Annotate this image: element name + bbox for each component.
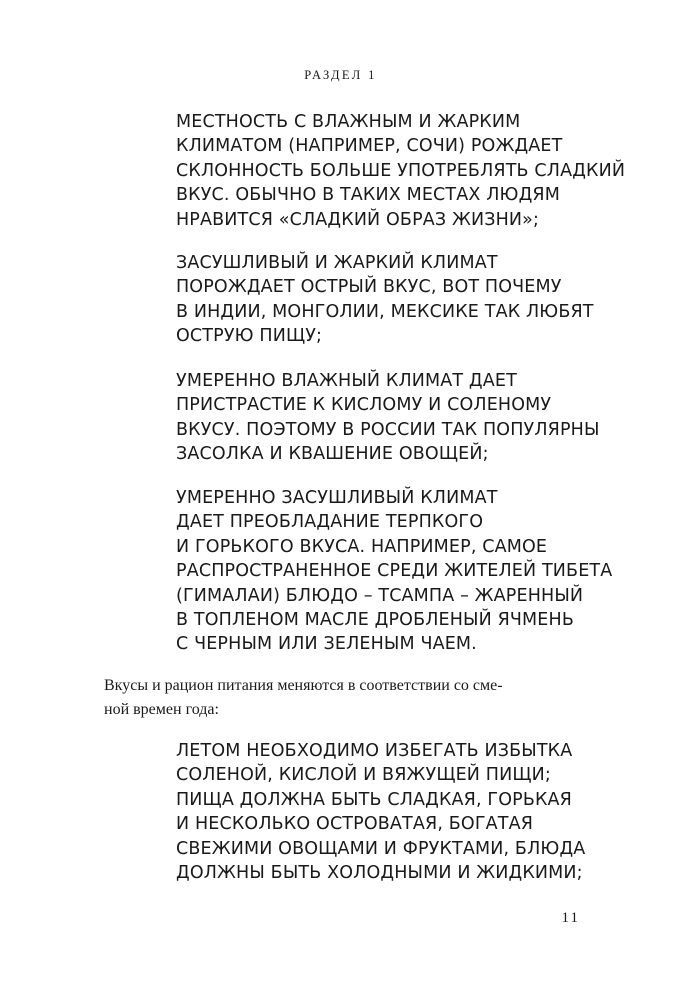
- paragraph-line: ОСТРУЮ ПИЩУ;: [176, 326, 323, 347]
- running-head: РАЗДЕЛ 1: [304, 68, 377, 82]
- paragraph-line: УМЕРЕННО ВЛАЖНЫЙ КЛИМАТ ДАЕТ: [176, 371, 517, 391]
- paragraph-line: СКЛОННОСТЬ БОЛЬШЕ УПОТРЕБЛЯТЬ СЛАДКИЙ: [176, 160, 626, 181]
- paragraph-line: КЛИМАТОМ (НАПРИМЕР, СОЧИ) РОЖДАЕТ: [176, 136, 563, 157]
- paragraph-line: ДОЛЖНЫ БЫТЬ ХОЛОДНЫМИ И ЖИДКИМИ;: [176, 863, 583, 884]
- paragraph-line: ПРИСТРАСТИЕ К КИСЛОМУ И СОЛЕНОМУ: [176, 395, 552, 416]
- page-number: 11: [561, 910, 580, 926]
- paragraph-line: (ГИМАЛАИ) БЛЮДО – ТСАМПА – ЖАРЕННЫЙ: [176, 585, 584, 606]
- paragraph-line: ВКУС. ОБЫЧНО В ТАКИХ МЕСТАХ ЛЮДЯМ: [176, 185, 560, 206]
- paragraph-line: СОЛЕНОЙ, КИСЛОЙ И ВЯЖУЩЕЙ ПИЩИ;: [176, 765, 551, 786]
- paragraph-line: ПОРОЖДАЕТ ОСТРЫЙ ВКУС, ВОТ ПОЧЕМУ: [176, 277, 562, 298]
- paragraph-line: ВКУСУ. ПОЭТОМУ В РОССИИ ТАК ПОПУЛЯРНЫ: [176, 419, 600, 440]
- caps-paragraph-moderate-arid-climate: [176, 486, 646, 657]
- paragraph-line: ЗАСОЛКА И КВАШЕНИЕ ОВОЩЕЙ;: [176, 444, 489, 465]
- caps-paragraph-summer-diet: [176, 739, 646, 885]
- paragraph-line: МЕСТНОСТЬ С ВЛАЖНЫМ И ЖАРКИМ: [176, 112, 521, 132]
- paragraph-line: РАСПРОСТРАНЕННОЕ СРЕДИ ЖИТЕЛЕЙ ТИБЕТА: [176, 561, 613, 582]
- caps-paragraph-moderate-humid-climate: [176, 369, 646, 467]
- paragraph-line: НРАВИТСЯ «СЛАДКИЙ ОБРАЗ ЖИЗНИ»;: [176, 209, 540, 230]
- paragraph-line: УМЕРЕННО ЗАСУШЛИВЫЙ КЛИМАТ: [176, 488, 498, 508]
- paragraph-line: Вкусы и рацион питания меняются в соответствии со сме-: [104, 677, 503, 694]
- paragraph-line: В ТОПЛЕНОМ МАСЛЕ ДРОБЛЕНЫЙ ЯЧМЕНЬ: [176, 610, 574, 631]
- paragraph-line: СВЕЖИМИ ОВОЩАМИ И ФРУКТАМИ, БЛЮДА: [176, 838, 586, 859]
- paragraph-line: ДАЕТ ПРЕОБЛАДАНИЕ ТЕРПКОГО: [176, 512, 484, 533]
- paragraph-line: В ИНДИИ, МОНГОЛИИ, МЕКСИКЕ ТАК ЛЮБЯТ: [176, 301, 594, 322]
- caps-paragraph-humid-hot-climate: [176, 110, 646, 232]
- paragraph-line: С ЧЕРНЫМ ИЛИ ЗЕЛЕНЫМ ЧАЕМ.: [176, 634, 477, 655]
- paragraph-line: ной времен года:: [104, 700, 219, 718]
- body-paragraph: [104, 674, 584, 721]
- paragraph-line: И ГОРЬКОГО ВКУСА. НАПРИМЕР, САМОЕ: [176, 536, 548, 557]
- paragraph-line: ЗАСУШЛИВЫЙ И ЖАРКИЙ КЛИМАТ: [176, 253, 498, 273]
- paragraph-line: И НЕСКОЛЬКО ОСТРОВАТАЯ, БОГАТАЯ: [176, 814, 534, 835]
- paragraph-line: ПИЩА ДОЛЖНА БЫТЬ СЛАДКАЯ, ГОРЬКАЯ: [176, 789, 572, 810]
- paragraph-line: ЛЕТОМ НЕОБХОДИМО ИЗБЕГАТЬ ИЗБЫТКА: [176, 741, 573, 761]
- caps-paragraph-arid-hot-climate: [176, 251, 646, 349]
